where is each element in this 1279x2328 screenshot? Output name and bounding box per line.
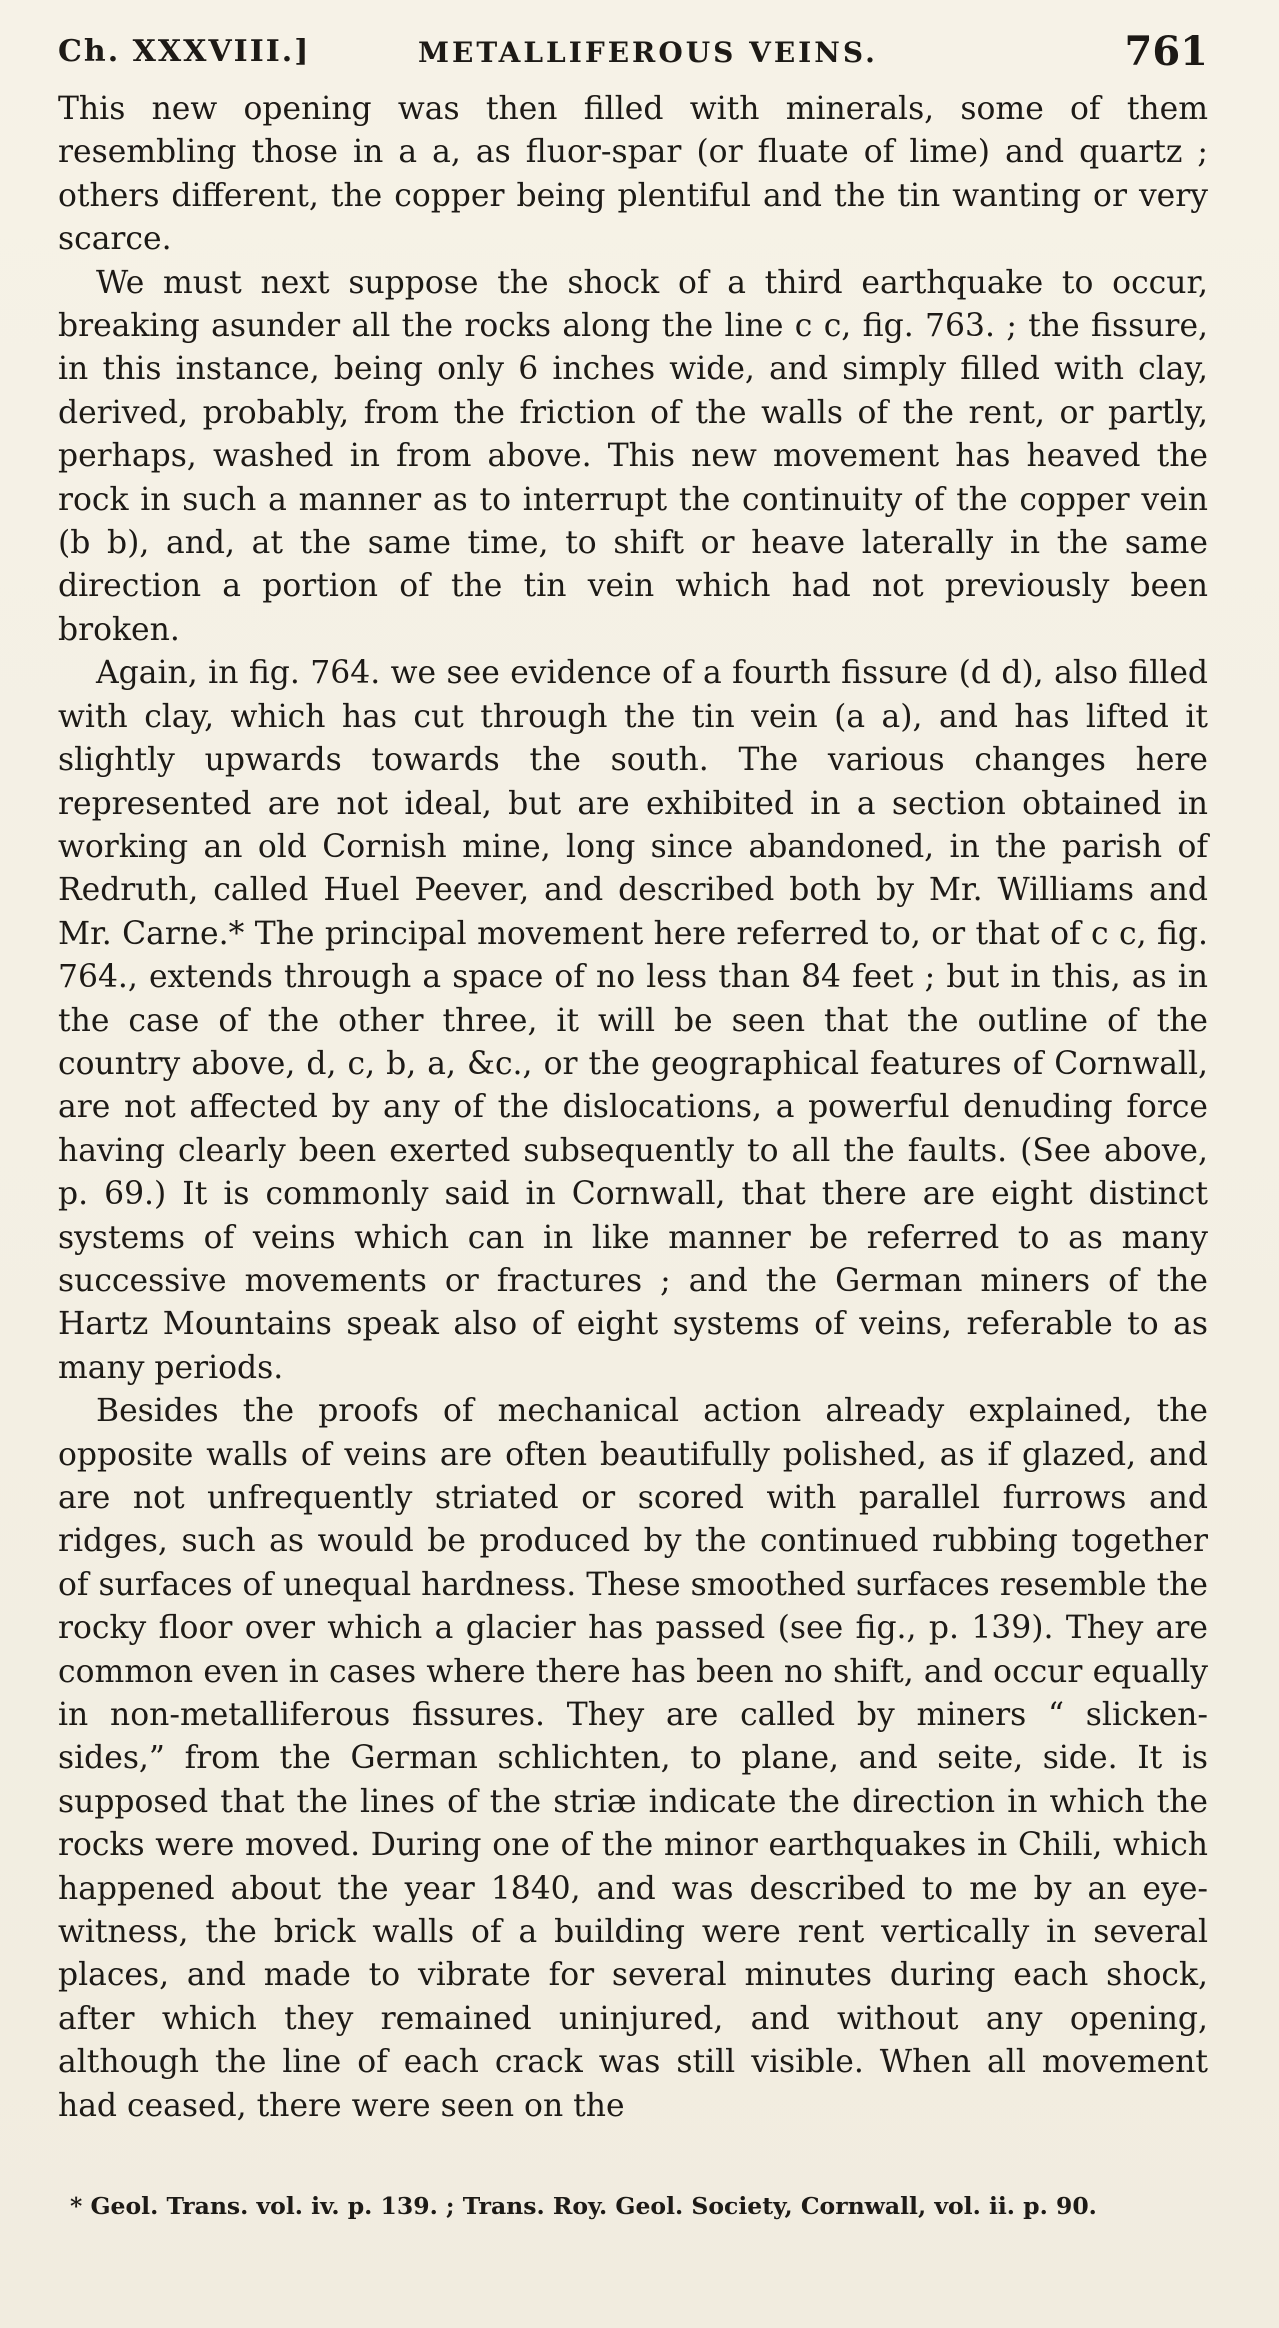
running-title: METALLIFEROUS VEINS. — [418, 36, 878, 69]
running-header — [58, 28, 1208, 78]
body-text — [58, 88, 1208, 2128]
page-number: 761 — [1124, 28, 1208, 75]
paragraph: Besides the proofs of mechanical action already explained, the opposite walls of veins are often beautifully polished, as if glazed, and are not unfrequently striated or scored with parallel furrows and ridges, such as would be produced by the continued rubbing together of surfaces of unequal hardness. These smoothed surfaces resemble the rocky floor over which a glacier has passed (see fig., p. 139). They are common even in cases where there has been no shift, and occur equally in non-metalliferous fissures. They are called by miners “ slicken-sides,” from the German schlichten, to plane, and seite, side. It is supposed that the lines of the striæ indicate the direction in which the rocks were moved. During one of the minor earthquakes in Chili, which happened about the year 1840, and was described to me by an eye-witness, the brick walls of a building were rent vertically in several places, and made to vibrate for several minutes during each shock, after which they remained uninjured, and without any opening, although the line of each crack was still visible. When all movement had ceased, there were seen on the — [58, 1393, 1208, 2124]
chapter-label: Ch. XXXVIII.] — [58, 34, 311, 69]
paragraph: This new opening was then filled with minerals, some of them resembling those in a a, as fluor-spar (or fluate of lime) and quartz ; others different, the copper being plentiful and the tin wanting or very scarce. — [58, 91, 1208, 258]
paragraph: We must next suppose the shock of a third earthquake to occur, breaking asunder all the rocks along the line c c, fig. 763. ; the fissure, in this instance, being only 6 inches wide, and simply filled with clay, derived, probably, from the friction of the walls of the rent, or partly, perhaps, washed in from above. This new movement has heaved the rock in such a manner as to interrupt the continuity of the copper vein (b b), and, at the same time, to shift or heave laterally in the same direction a portion of the tin vein which had not previously been broken. — [58, 264, 1208, 648]
paragraph: Again, in fig. 764. we see evidence of a fourth fissure (d d), also filled with clay, which has cut through the tin vein (a a), and has lifted it slightly upwards towards the south. The various changes here represented are not ideal, but are exhibited in a section obtained in working an old Cornish mine, long since abandoned, in the parish of Redruth, called Huel Peever, and described both by Mr. Williams and Mr. Carne.* The principal movement here referred to, or that of c c, fig. 764., extends through a space of no less than 84 feet ; but in this, as in the case of the other three, it will be seen that the outline of the country above, d, c, b, a, &c., or the geographical features of Cornwall, are not affected by any of the dislocations, a powerful denuding force having clearly been exerted subsequently to all the faults. (See above, p. 69.) It is commonly said in Cornwall, that there are eight distinct systems of veins which can in like manner be referred to as many successive movements or fractures ; and the German miners of the Hartz Mountains speak also of eight systems of veins, referable to as many periods. — [58, 655, 1208, 1386]
footnote: * Geol. Trans. vol. iv. p. 139. ; Trans. Roy. Geol. Society, Cornwall, vol. ii. p. 90. — [70, 2192, 1097, 2220]
